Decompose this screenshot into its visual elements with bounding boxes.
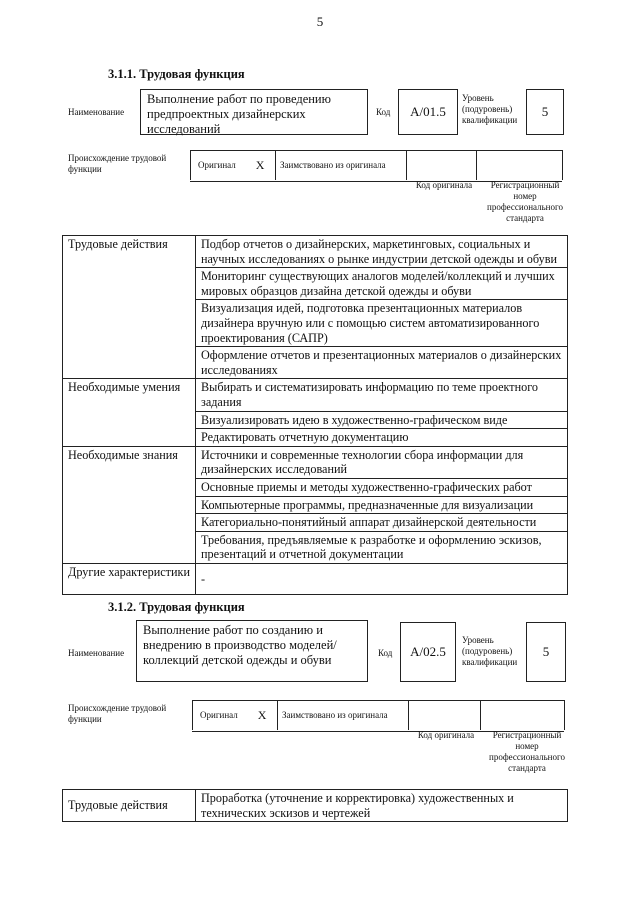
function-code-box: А/01.5 — [398, 89, 458, 135]
original-label: Оригинал — [198, 159, 236, 170]
qualification-level-box: 5 — [526, 622, 566, 682]
category-cell: Другие характеристики — [63, 563, 196, 594]
name-label: Наименование — [68, 107, 125, 117]
category-cell: Необходимые знания — [63, 446, 196, 563]
function-code-box: А/02.5 — [400, 622, 456, 682]
original-mark: X — [257, 707, 267, 722]
original-cell — [192, 700, 278, 730]
function-details-table-1 — [62, 235, 568, 595]
category-cell: Необходимые умения — [63, 379, 196, 446]
section-title-3-1-2: 3.1.2. Трудовая функция — [108, 600, 245, 614]
table-row — [63, 563, 568, 594]
reg-number-caption: Регистрационный номер профессионального стандарта — [489, 730, 565, 773]
code-original-caption: Код оригинала — [417, 730, 475, 740]
table-row — [63, 446, 568, 478]
category-cell: Трудовые действия — [63, 236, 196, 379]
code-original-caption: Код оригинала — [415, 180, 473, 190]
origin-label: Происхождение трудовой функции — [68, 153, 167, 174]
item-cell: Категориально-понятийный аппарат дизайнерской деятельности — [196, 514, 568, 532]
original-label: Оригинал — [200, 709, 238, 720]
name-label: Наименование — [68, 648, 125, 658]
item-cell: Оформление отчетов и презентационных материалов о дизайнерских исследованиях — [196, 347, 568, 379]
table-row — [63, 379, 568, 411]
code-label: Код — [378, 648, 393, 658]
code-label: Код — [376, 107, 391, 117]
table-row — [63, 236, 568, 268]
item-cell: Выбирать и систематизировать информацию по теме проектного задания — [196, 379, 568, 411]
item-cell: - — [196, 563, 568, 594]
item-cell: Визуализация идей, подготовка презентационных материалов дизайнера вручную или с помощью систем автоматизированного проектирования (САПР) — [196, 300, 568, 347]
origin-label: Происхождение трудовой функции — [68, 703, 167, 724]
level-label: Уровень (подуровень) квалификации — [462, 635, 518, 667]
item-cell: Источники и современные технологии сбора информации для дизайнерских исследований — [196, 446, 568, 478]
function-name-box: Выполнение работ по проведению предпроектных дизайнерских исследований — [140, 89, 368, 135]
borrowed-cell: Заимствовано из оригинала — [282, 709, 388, 720]
reg-number-caption: Регистрационный номер профессионального стандарта — [487, 180, 563, 223]
page-number: 5 — [316, 14, 324, 29]
category-cell: Трудовые действия — [63, 790, 196, 822]
origin-row — [190, 150, 562, 182]
item-cell: Редактировать отчетную документацию — [196, 429, 568, 447]
item-cell: Проработка (уточнение и корректировка) художественных и технических эскизов и чертежей — [196, 790, 568, 822]
item-cell: Мониторинг существующих аналогов моделей/коллекций и лучших мировых образцов дизайна детской одежды и обуви — [196, 268, 568, 300]
table-row — [63, 790, 568, 822]
origin-row — [192, 700, 564, 732]
item-cell: Требования, предъявляемые к разработке и оформлению эскизов, презентаций и отчетной документации — [196, 531, 568, 563]
item-cell: Визуализировать идею в художественно-графическом виде — [196, 411, 568, 429]
item-cell: Основные приемы и методы художественно-графических работ — [196, 478, 568, 496]
item-cell: Компьютерные программы, предназначенные для визуализации — [196, 496, 568, 514]
original-cell — [190, 150, 276, 180]
original-mark: X — [255, 157, 265, 172]
level-label: Уровень (подуровень) квалификации — [462, 93, 518, 125]
function-name-box: Выполнение работ по созданию и внедрению в производство моделей/коллекций детской одежды и обуви — [136, 620, 368, 682]
qualification-level-box: 5 — [526, 89, 564, 135]
borrowed-cell: Заимствовано из оригинала — [280, 159, 386, 170]
item-cell: Подбор отчетов о дизайнерских, маркетинговых, социальных и научных исследованиях о рынке индустрии детской одежды и обуви — [196, 236, 568, 268]
function-details-table-2 — [62, 789, 568, 822]
section-title-3-1-1: 3.1.1. Трудовая функция — [108, 67, 245, 81]
